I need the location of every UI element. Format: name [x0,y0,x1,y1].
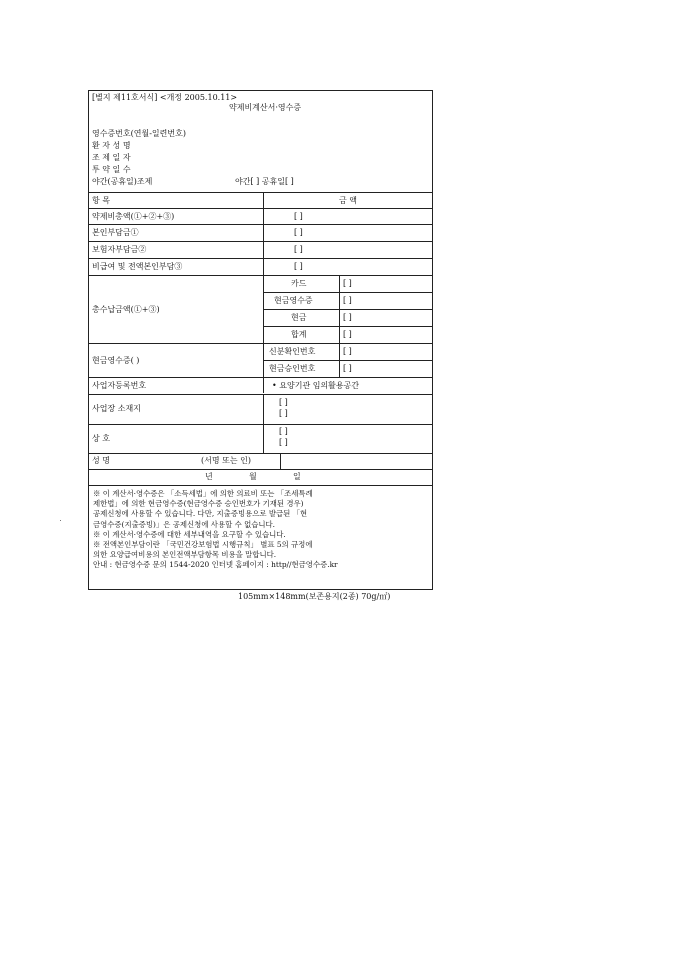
approval-no-field[interactable]: [ ] [343,364,352,373]
copay-field[interactable]: [ ] [294,228,303,237]
form-header [89,91,432,195]
trade-name-line1[interactable]: [ ] [279,427,288,436]
receipt-form [88,90,433,590]
row-label-total-paid: 총수납금액(①+③) [92,305,160,314]
note-line: 안내 : 현금영수증 문의 1544-2020 인터넷 홈페이지 : http//현금영수증.kr [93,560,338,570]
patient-name-label: 환 자 성 명 [92,141,131,150]
row-label-total-drug-cost: 약제비총액(①+②+③) [92,212,175,221]
note-line: 공제신청에 사용할 수 있습니다. 다만, 지출증빙용으로 발급된 「현 [93,509,308,519]
date-year-label: 년 [205,472,213,481]
row-label-non-covered: 비급여 및 전액본인부담③ [92,262,183,271]
trade-name-line2[interactable]: [ ] [279,438,288,447]
form-reference: [별지 제11호서식] <개정 2005.10.11> [92,93,238,102]
divider [89,275,432,276]
cash-field[interactable]: [ ] [343,313,352,322]
id-check-field[interactable]: [ ] [343,347,352,356]
divider [264,360,432,361]
row-label-business-address: 사업장 소재지 [92,404,141,413]
night-dispense-label: 야간(공휴일)조제 [92,177,153,186]
note-line: ※ 이 계산서·영수증에 대한 세부내역을 요구할 수 있습니다. [93,529,286,539]
divider [89,208,432,209]
divider [264,326,432,327]
column-divider [339,275,340,377]
sum-label: 합계 [291,330,307,339]
divider [89,192,432,193]
note-line: 제한법」에 의한 현금영수증(현금영수증 승인번호가 기재된 경우) [93,499,304,509]
sum-field[interactable]: [ ] [343,330,352,339]
receipt-number-label: 영수증번호(연월-일련번호) [92,129,186,138]
dispense-date-label: 조 제 일 자 [92,153,131,162]
non-covered-field[interactable]: [ ] [294,262,303,271]
night-holiday-checkbox[interactable]: 야간[ ] 공휴일[ ] [235,177,294,186]
row-label-copay: 본인부담금① [92,228,139,237]
notes-block [93,489,429,571]
column-divider [263,394,264,453]
note-line: 의한 요양급여비용의 본인전액부담항목 비용을 말합니다. [93,550,277,560]
insurer-share-field[interactable]: [ ] [294,245,303,254]
column-header-item: 항 목 [92,196,110,205]
row-label-trade-name: 상 호 [92,434,110,443]
business-number-field[interactable]: • 요양기관 임의활용공간 [272,381,360,390]
divider [89,394,432,395]
divider [89,453,432,454]
signature-field[interactable]: (서명 또는 인) [201,456,251,465]
divider [264,309,432,310]
cash-receipt-amount-field[interactable]: [ ] [343,296,352,305]
divider [89,258,432,259]
divider [89,343,432,344]
row-label-business-number: 사업자등록번호 [92,381,147,390]
note-line: ※ 전액본인부담이란 「국민건강보험법 시행규칙」 별표 5의 규정에 [93,540,313,550]
business-address-line2[interactable]: [ ] [279,409,288,418]
column-divider [263,192,264,393]
card-field[interactable]: [ ] [343,279,352,288]
speck [60,520,61,521]
date-month-label: 월 [249,472,257,481]
row-label-cash-receipt: 현금영수증( ) [92,356,140,365]
cash-receipt-amount-label: 현금영수증 [274,296,313,305]
divider [89,469,432,470]
card-label: 카드 [291,279,307,288]
note-line: ※ 이 계산서·영수증은 「소득세법」에 의한 의료비 또는 「조세특례 [93,489,313,498]
date-day-label: 일 [293,472,301,481]
paper-spec: 105mm×148mm(보존용지(2종) 70g/㎡) [238,592,391,601]
column-divider [280,453,281,469]
row-label-name: 성 명 [92,456,110,465]
form-title: 약제비계산서·영수증 [229,103,302,112]
id-check-label: 신분확인번호 [269,347,316,356]
cash-label: 현금 [291,313,307,322]
total-drug-cost-field[interactable]: [ ] [294,212,303,221]
divider [264,292,432,293]
divider [89,485,432,486]
business-address-line1[interactable]: [ ] [279,398,288,407]
divider [89,241,432,242]
note-line: 금영수증(지출증빙)」은 공제신청에 사용할 수 없습니다. [93,519,275,529]
approval-no-label: 현금승인번호 [269,364,316,373]
row-label-insurer-share: 보험자부담금② [92,245,147,254]
divider [89,377,432,378]
divider [89,224,432,225]
divider [89,424,432,425]
dose-days-label: 투 약 일 수 [92,165,131,174]
column-header-amount: 금 액 [339,196,357,205]
